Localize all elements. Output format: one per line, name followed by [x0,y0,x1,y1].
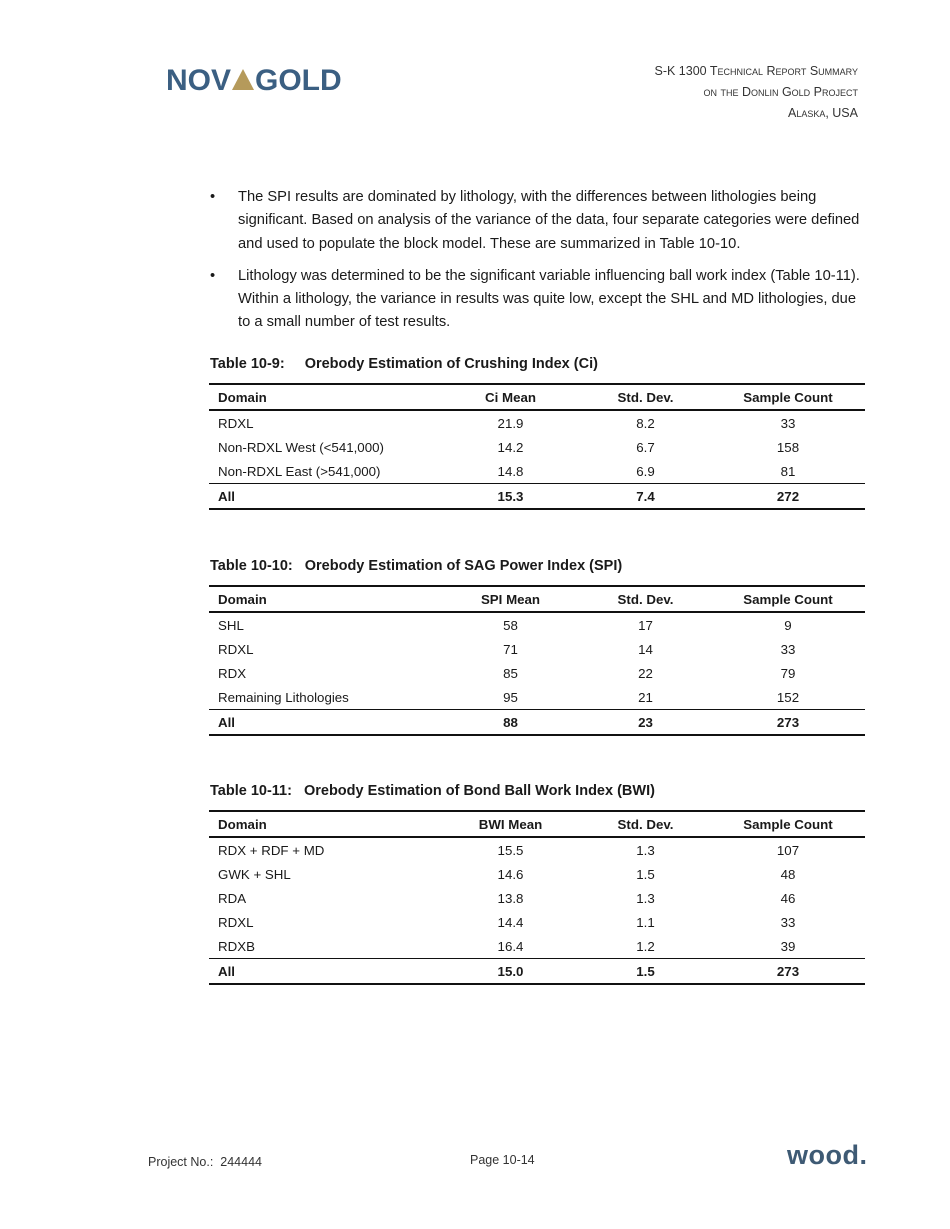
crushing-index-table [209,383,865,510]
table-row: RDXL 71 14 33 [218,641,796,657]
table-caption: Table 10-10: Orebody Estimation of SAG Power Index (SPI) [210,558,623,574]
sag-power-index-table [209,585,865,736]
header-line-1: S-K 1300 Technical Report Summary [654,64,858,78]
page-number: Page 10-14 [470,1153,535,1167]
table-total-row: All 15.3 7.4 272 [209,484,865,510]
table-row: Non-RDXL West (<541,000) 14.2 6.7 158 [218,439,800,455]
novagold-logo: NOV GOLD [166,64,342,97]
bullet-dot-icon: • [210,267,216,284]
wood-logo: wood. [787,1140,868,1170]
bond-ball-work-index-table [209,810,865,985]
table-caption: Table 10-11: Orebody Estimation of Bond Ball Work Index (BWI) [210,783,655,799]
table-row: RDXL 14.4 1.1 33 [218,914,796,930]
table-header-row: Domain SPI Mean Std. Dev. Sample Count [209,586,865,612]
table-row: RDXL 21.9 8.2 33 [218,415,796,431]
bullet-item: • Lithology was determined to be the significant variable influencing ball work index (Table 10-11). Within a lithology, the variance in results was quite low, except the SHL and MD lithologies, due to a small number of test results. [210,265,865,335]
table-row: Non-RDXL East (>541,000) 14.8 6.9 81 [218,463,796,479]
table-header-row: Domain BWI Mean Std. Dev. Sample Count [209,811,865,837]
table-row: RDX 85 22 79 [218,665,796,681]
table-row: RDXB 16.4 1.2 39 [218,938,796,954]
bullet-item: • The SPI results are dominated by lithology, with the differences between lithologies being significant. Based on analysis of the variance of the data, four separate categories were defined and used to populate the block model. These are summarized in Table 10-10. [210,186,865,256]
table-row: GWK + SHL 14.6 1.5 48 [218,866,796,882]
report-header [655,61,859,124]
table-row: Remaining Lithologies 95 21 152 [218,689,800,705]
table-header-row: Domain Ci Mean Std. Dev. Sample Count [209,384,865,410]
project-number: Project No.: 244444 [148,1155,262,1169]
table-row: RDX + RDF + MD 15.5 1.3 107 [218,842,800,858]
header-line-3: Alaska, USA [787,106,858,120]
table-total-row: All 15.0 1.5 273 [209,959,865,985]
table-caption: Table 10-9: Orebody Estimation of Crushing Index (Ci) [210,356,598,372]
header-line-2: on the Donlin Gold Project [703,85,858,99]
table-total-row: All 88 23 273 [209,710,865,736]
table-row: RDA 13.8 1.3 46 [218,890,796,906]
table-row: SHL 58 17 9 [218,617,792,633]
bullet-list [210,186,865,344]
logo-triangle-icon [232,69,254,90]
bullet-dot-icon: • [210,189,216,205]
